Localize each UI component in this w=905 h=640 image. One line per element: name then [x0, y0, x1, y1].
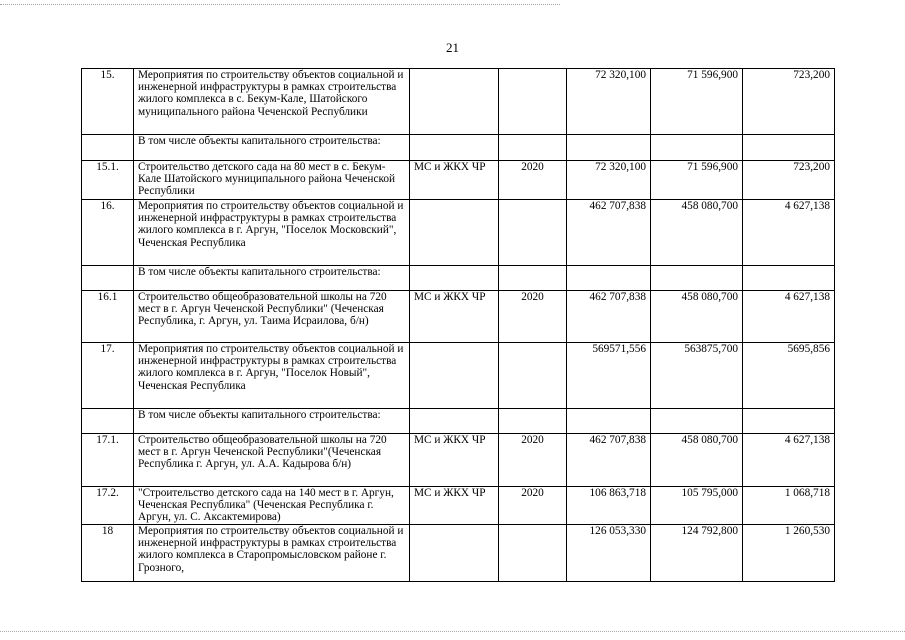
- table-body: [82, 69, 835, 582]
- year-cell: [499, 266, 567, 291]
- federal-amount-cell: 563875,700: [651, 343, 743, 409]
- federal-amount-cell: 71 596,900: [651, 161, 743, 200]
- table-row: [82, 343, 835, 409]
- regional-amount-cell: 723,200: [743, 69, 835, 135]
- executor-cell: МС и ЖКХ ЧР: [410, 487, 499, 525]
- executor-cell: [410, 200, 499, 266]
- year-cell: [499, 200, 567, 266]
- regional-amount-cell: 4 627,138: [743, 200, 835, 266]
- total-amount-cell: 462 707,838: [567, 434, 651, 487]
- total-amount-cell: [567, 409, 651, 434]
- year-cell: 2020: [499, 291, 567, 343]
- executor-cell: [410, 69, 499, 135]
- measure-name-cell: "Строительство детского сада на 140 мест в г. Аргун, Чеченская Республика" (Чеченская Республика г. Аргун, ул. С. Аксактемирова): [134, 487, 410, 525]
- row-number-cell: 18: [82, 525, 134, 582]
- year-cell: 2020: [499, 434, 567, 487]
- regional-amount-cell: 4 627,138: [743, 434, 835, 487]
- table-row: [82, 291, 835, 343]
- federal-amount-cell: 458 080,700: [651, 291, 743, 343]
- year-cell: [499, 409, 567, 434]
- measure-name-cell: Мероприятия по строительству объектов социальной и инженерной инфраструктуры в рамках строительства жилого комплекса в с. Бекум-Кале, Шатойского муниципального района Чеченской Республики: [134, 69, 410, 135]
- executor-cell: МС и ЖКХ ЧР: [410, 291, 499, 343]
- year-cell: [499, 69, 567, 135]
- total-amount-cell: 462 707,838: [567, 291, 651, 343]
- row-number-cell: [82, 409, 134, 434]
- table-row: [82, 135, 835, 161]
- page-number: 21: [446, 40, 459, 55]
- scan-artifact-bottom: [0, 631, 905, 634]
- federal-amount-cell: [651, 135, 743, 161]
- federal-amount-cell: [651, 409, 743, 434]
- year-cell: [499, 135, 567, 161]
- executor-cell: [410, 409, 499, 434]
- measure-name-cell: Мероприятия по строительству объектов социальной и инженерной инфраструктуры в рамках строительства жилого комплекса в г. Аргун, "Поселок Новый", Чеченская Республика: [134, 343, 410, 409]
- executor-cell: [410, 135, 499, 161]
- total-amount-cell: [567, 135, 651, 161]
- regional-amount-cell: 1 260,530: [743, 525, 835, 582]
- row-number-cell: 17.1.: [82, 434, 134, 487]
- row-number-cell: [82, 135, 134, 161]
- table-row: [82, 487, 835, 525]
- regional-amount-cell: 1 068,718: [743, 487, 835, 525]
- regional-amount-cell: 4 627,138: [743, 291, 835, 343]
- total-amount-cell: 569571,556: [567, 343, 651, 409]
- federal-amount-cell: 458 080,700: [651, 434, 743, 487]
- executor-cell: [410, 343, 499, 409]
- measure-name-cell: Строительство общеобразовательной школы на 720 мест в г. Аргун Чеченской Республики"(Чеченская Республика г. Аргун, ул. А.А. Кадырова б/н): [134, 434, 410, 487]
- regional-amount-cell: [743, 409, 835, 434]
- table-row: [82, 69, 835, 135]
- regional-amount-cell: [743, 135, 835, 161]
- measure-name-cell: В том числе объекты капитального строительства:: [134, 409, 410, 434]
- table-row: [82, 161, 835, 200]
- total-amount-cell: [567, 266, 651, 291]
- table-row: [82, 200, 835, 266]
- year-cell: [499, 525, 567, 582]
- federal-amount-cell: [651, 266, 743, 291]
- table-row: [82, 266, 835, 291]
- federal-amount-cell: 124 792,800: [651, 525, 743, 582]
- federal-amount-cell: 71 596,900: [651, 69, 743, 135]
- federal-amount-cell: 105 795,000: [651, 487, 743, 525]
- total-amount-cell: 72 320,100: [567, 69, 651, 135]
- total-amount-cell: 462 707,838: [567, 200, 651, 266]
- row-number-cell: 15.: [82, 69, 134, 135]
- table-row: [82, 525, 835, 582]
- year-cell: [499, 343, 567, 409]
- year-cell: 2020: [499, 161, 567, 200]
- executor-cell: МС и ЖКХ ЧР: [410, 161, 499, 200]
- table-row: [82, 409, 835, 434]
- row-number-cell: 16.1: [82, 291, 134, 343]
- total-amount-cell: 126 053,330: [567, 525, 651, 582]
- executor-cell: [410, 525, 499, 582]
- regional-amount-cell: [743, 266, 835, 291]
- scan-artifact-top: [0, 4, 560, 7]
- row-number-cell: 17.2.: [82, 487, 134, 525]
- federal-amount-cell: 458 080,700: [651, 200, 743, 266]
- measure-name-cell: Мероприятия по строительству объектов социальной и инженерной инфраструктуры в рамках строительства жилого комплекса в Старопромысловском районе г. Грозного,: [134, 525, 410, 582]
- measure-name-cell: Строительство детского сада на 80 мест в с. Бекум-Кале Шатойского муниципального района Чеченской Республики: [134, 161, 410, 200]
- budget-table: [81, 68, 835, 582]
- measure-name-cell: Строительство общеобразовательной школы на 720 мест в г. Аргун Чеченской Республики" (Чеченская Республика, г. Аргун, ул. Таима Исраилова, б/н): [134, 291, 410, 343]
- regional-amount-cell: 723,200: [743, 161, 835, 200]
- total-amount-cell: 72 320,100: [567, 161, 651, 200]
- row-number-cell: 15.1.: [82, 161, 134, 200]
- executor-cell: МС и ЖКХ ЧР: [410, 434, 499, 487]
- year-cell: 2020: [499, 487, 567, 525]
- measure-name-cell: В том числе объекты капитального строительства:: [134, 266, 410, 291]
- table-row: [82, 434, 835, 487]
- row-number-cell: [82, 266, 134, 291]
- measure-name-cell: В том числе объекты капитального строительства:: [134, 135, 410, 161]
- measure-name-cell: Мероприятия по строительству объектов социальной и инженерной инфраструктуры в рамках строительства жилого комплекса в г. Аргун, "Поселок Московский", Чеченская Республика: [134, 200, 410, 266]
- row-number-cell: 17.: [82, 343, 134, 409]
- regional-amount-cell: 5695,856: [743, 343, 835, 409]
- row-number-cell: 16.: [82, 200, 134, 266]
- total-amount-cell: 106 863,718: [567, 487, 651, 525]
- executor-cell: [410, 266, 499, 291]
